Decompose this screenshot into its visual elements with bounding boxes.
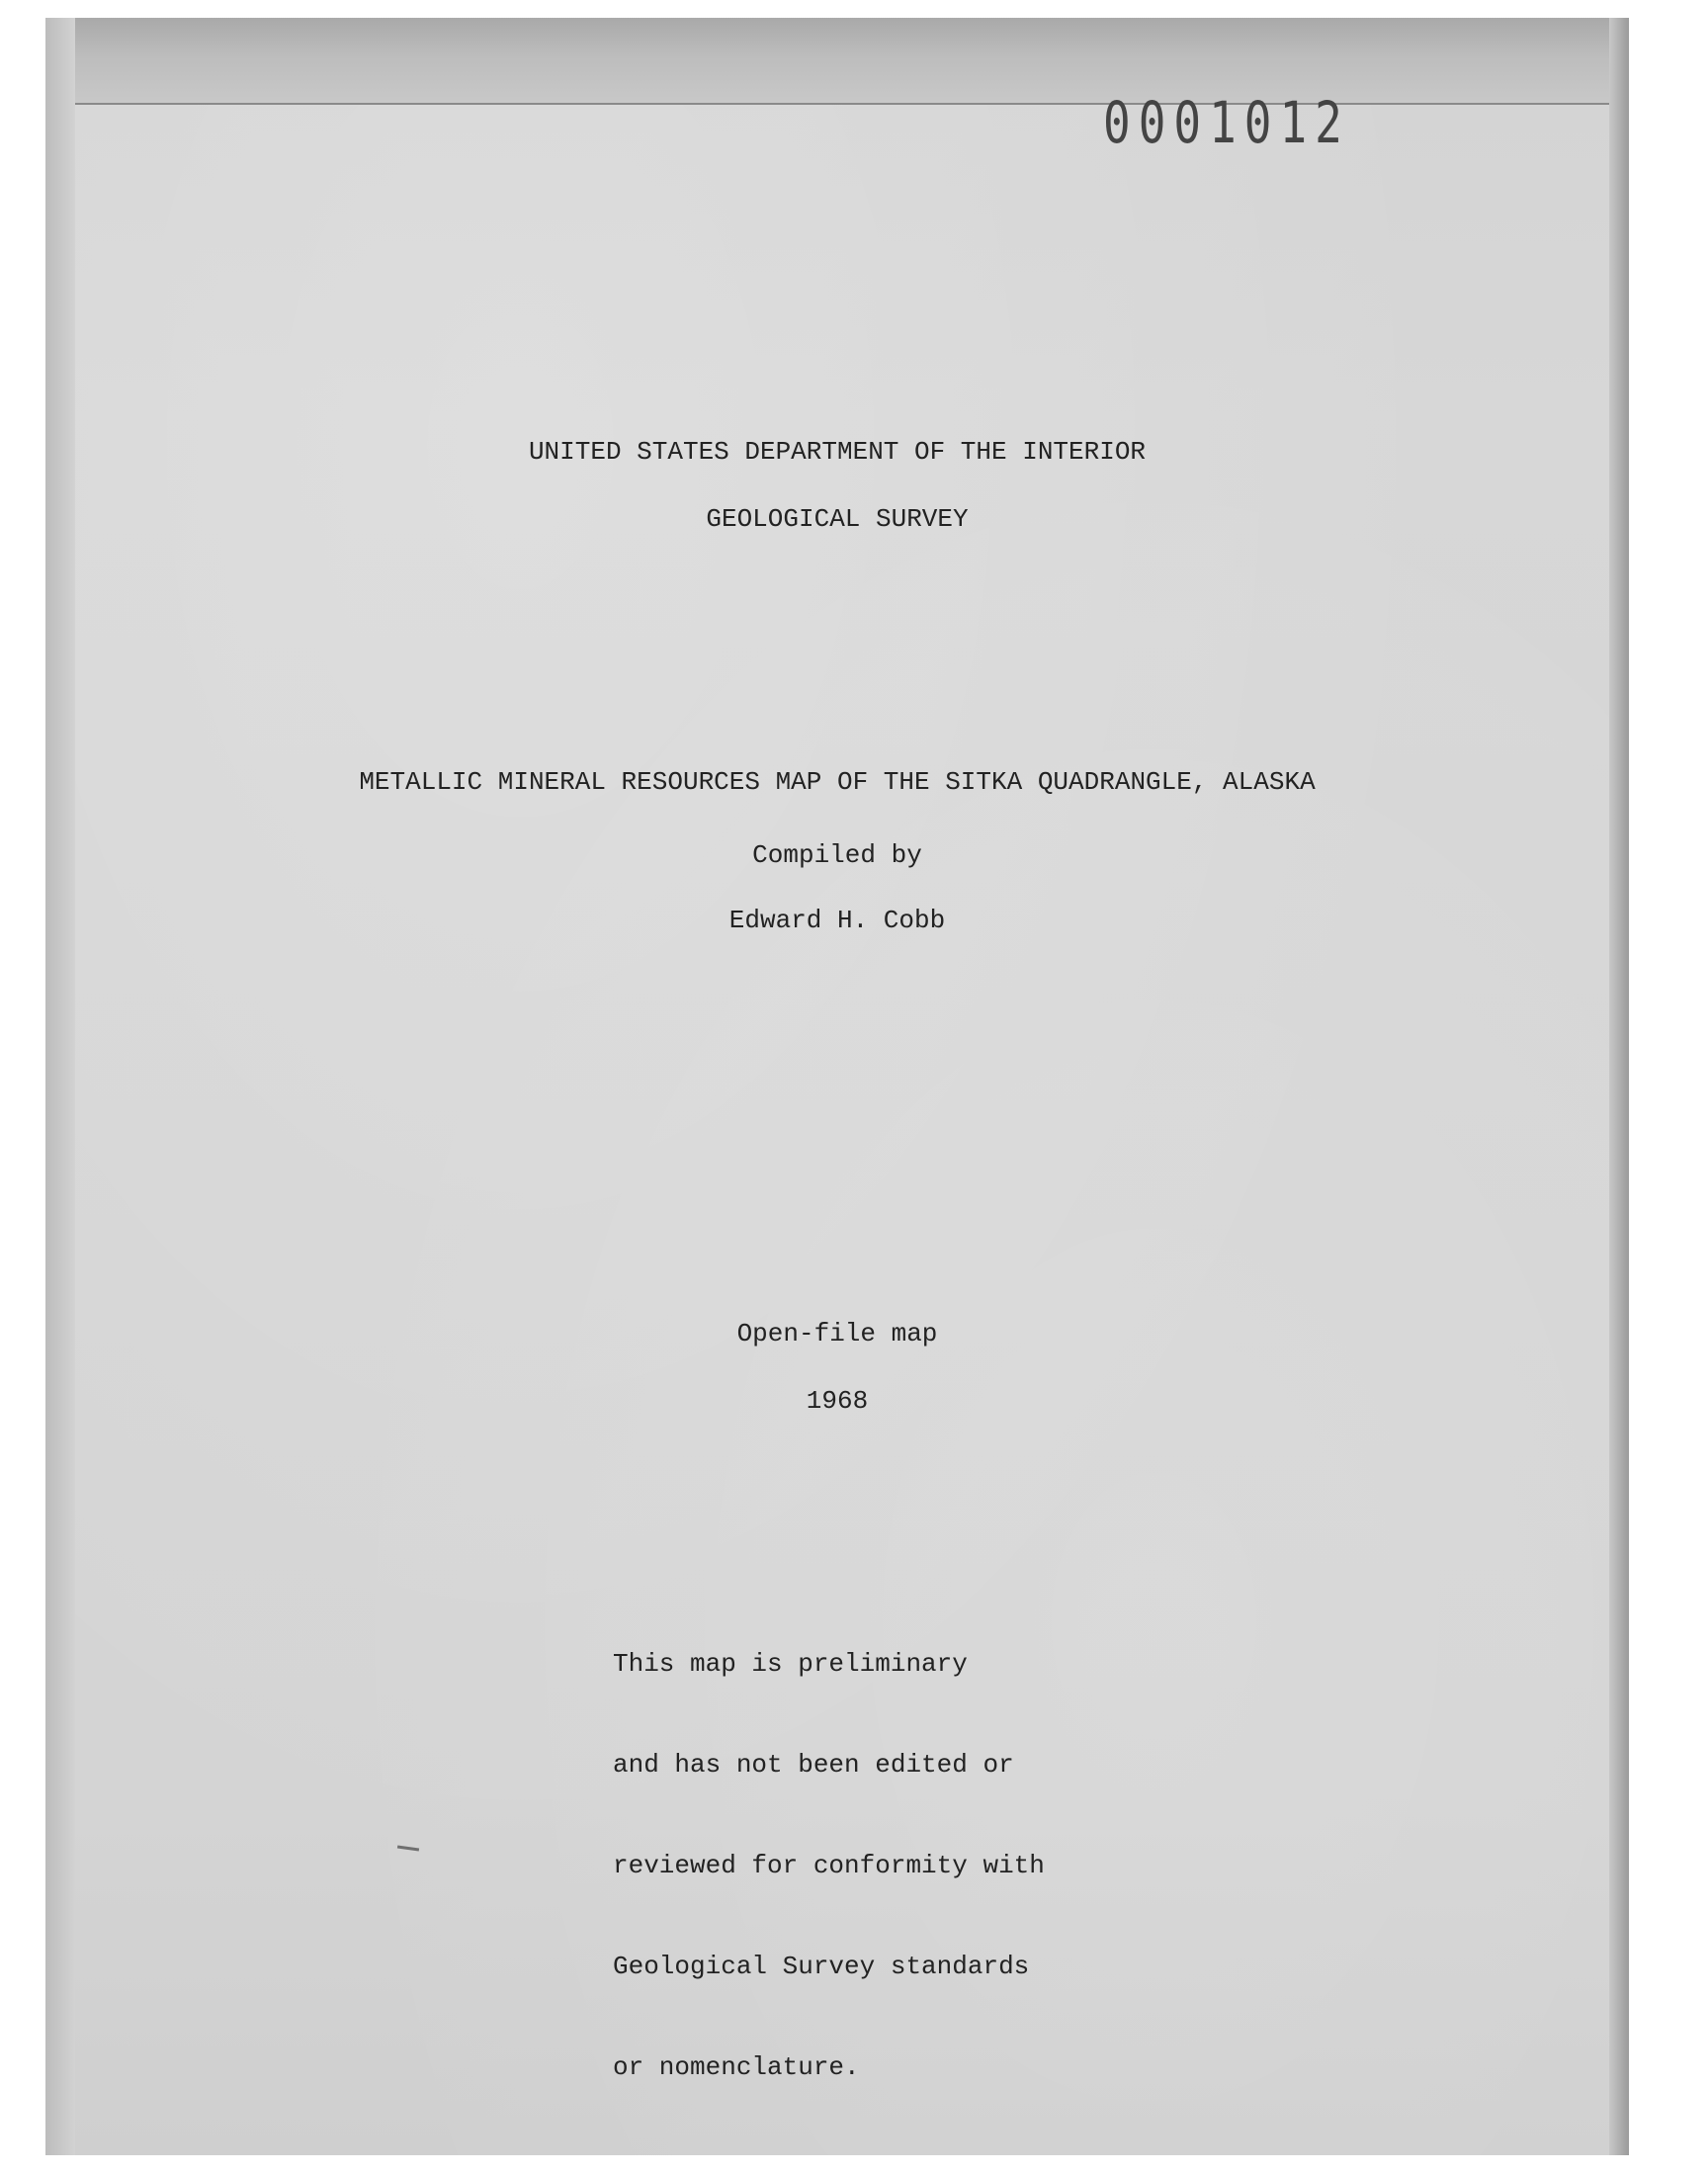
disclaimer-line: This map is preliminary	[613, 1649, 968, 1679]
map-title: METALLIC MINERAL RESOURCES MAP OF THE SITKA QUADRANGLE, ALASKA	[359, 767, 1316, 797]
paper-right-edge	[1609, 18, 1629, 2155]
disclaimer-line: Geological Survey standards	[613, 1952, 1030, 1981]
scan-top-rule	[45, 103, 1629, 105]
scan-speck	[397, 1845, 419, 1851]
publication-type: Open-file map	[736, 1319, 938, 1348]
document-page	[45, 18, 1629, 2155]
publication-year: 1968	[806, 1386, 869, 1416]
paper-left-edge	[45, 18, 75, 2155]
scan-top-strip	[45, 18, 1629, 103]
disclaimer-line: and has not been edited or	[613, 1750, 1014, 1780]
department-heading: UNITED STATES DEPARTMENT OF THE INTERIOR	[528, 437, 1147, 467]
disclaimer-block	[613, 1580, 1045, 2151]
document-stamp-number: 0001012	[1103, 89, 1350, 156]
disclaimer-line: or nomenclature.	[613, 2052, 860, 2082]
disclaimer-line: reviewed for conformity with	[613, 1851, 1045, 1880]
compiled-by-label: Compiled by	[752, 840, 922, 870]
agency-heading: GEOLOGICAL SURVEY	[706, 504, 969, 534]
author-name: Edward H. Cobb	[728, 906, 946, 935]
